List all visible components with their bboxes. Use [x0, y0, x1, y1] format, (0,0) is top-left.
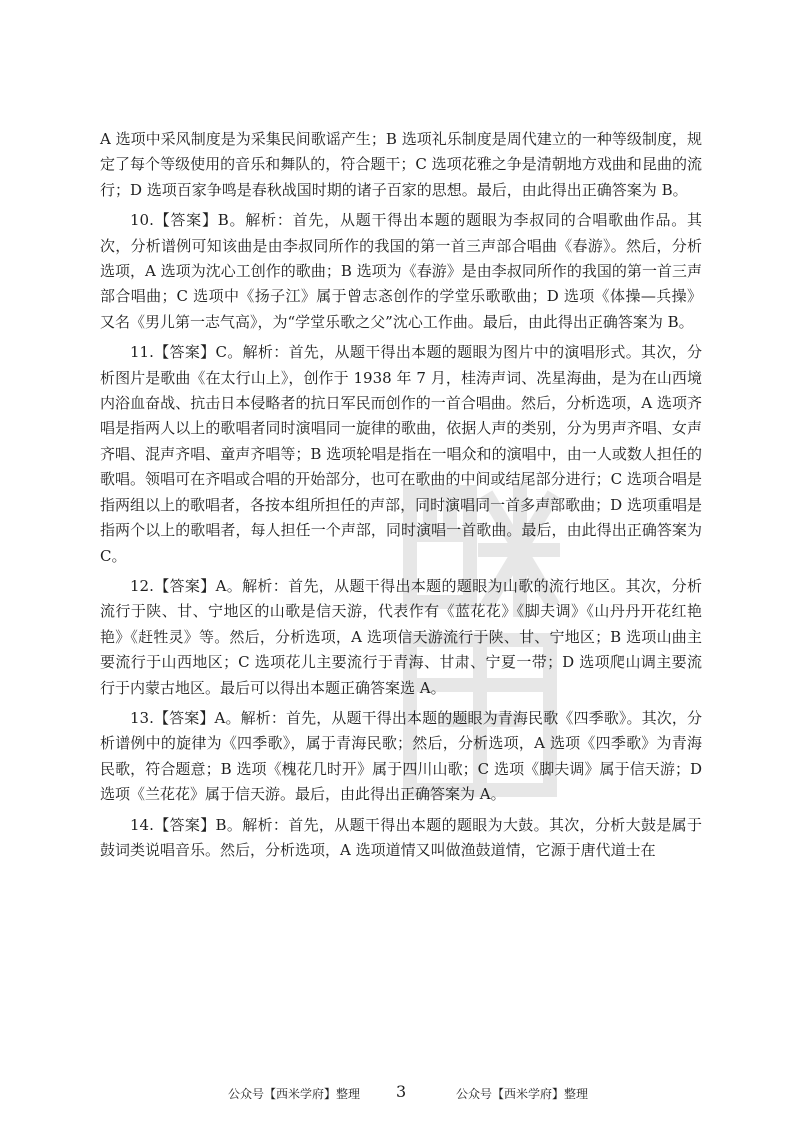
- footer-left-credit: 公众号【西米学府】整理: [228, 1087, 361, 1101]
- paragraph-continuation: A 选项中采风制度是为采集民间歌谣产生；B 选项礼乐制度是周代建立的一种等级制度，规定了每个等级使用的音乐和舞队的，符合题干；C 选项花雅之争是清朝地方戏曲和昆曲的流行；D 选项百家争鸣是春秋战国时期的诸子百家的思想。最后，由此得出正确答案为 B。: [100, 130, 702, 199]
- document-body: [100, 127, 702, 868]
- page-footer: [0, 1082, 800, 1106]
- page-number: 3: [396, 1082, 407, 1101]
- answer-item-11: 11.【答案】C。解析：首先，从题干得出本题的题眼为图片中的演唱形式。其次，分析图片是歌曲《在太行山上》，创作于 1938 年 7 月，桂涛声词、冼星海曲，是为在山西境内浴血奋战、抗击日本侵略者的抗日军民而创作的一首合唱曲。然后，分析选项，A 选项齐唱是指两人以上的歌唱者同时演唱同一旋律的歌曲，依据人声的类别，分为男声齐唱、女声齐唱、混声齐唱、童声齐唱等；B 选项轮唱是指在一唱众和的演唱中，由一人或数人担任的歌唱。领唱可在齐唱或合唱的开始部分，也可在歌曲的中间或结尾部分进行；C 选项合唱是指两组以上的歌唱者，各按本组所担任的声部，同时演唱同一首多声部歌曲；D 选项重唱是指两个以上的歌唱者，每人担任一个声部，同时演唱一首歌曲。最后，由此得出正确答案为 C。: [100, 343, 702, 565]
- footer-right-credit: 公众号【西米学府】整理: [456, 1087, 589, 1101]
- answer-item-12: 12.【答案】A。解析：首先，从题干得出本题的题眼为山歌的流行地区。其次，分析流行于陕、甘、宁地区的山歌是信天游，代表作有《蓝花花》《脚夫调》《山丹丹开花红艳艳》《赶牲灵》等。然后，分析选项，A 选项信天游流行于陕、甘、宁地区；B 选项山曲主要流行于山西地区；C 选项花儿主要流行于青海、甘肃、宁夏一带；D 选项爬山调主要流行于内蒙古地区。最后可以得出本题正确答案选 A。: [100, 576, 702, 697]
- answer-item-14: 14.【答案】B。解析：首先，从题干得出本题的题眼为大鼓。其次，分析大鼓是属于鼓词类说唱音乐。然后，分析选项，A 选项道情又叫做渔鼓道情，它源于唐代道士在: [100, 815, 702, 859]
- answer-item-10: 10.【答案】B。解析：首先，从题干得出本题的题眼为李叔同的合唱歌曲作品。其次，分析谱例可知该曲是由李叔同所作的我国的第一首三声部合唱曲《春游》。然后，分析选项，A 选项为沈心工创作的歌曲；B 选项为《春游》是由李叔同所作的我国的第一首三声部合唱曲；C 选项中《扬子江》属于曾志忞创作的学堂乐歌歌曲；D 选项《体操—兵操》又名《男儿第一志气高》，为“学堂乐歌之父”沈心工作曲。最后，由此得出正确答案为 B。: [100, 211, 702, 331]
- answer-item-13: 13.【答案】A。解析：首先，从题干得出本题的题眼为青海民歌《四季歌》。其次，分析谱例中的旋律为《四季歌》，属于青海民歌；然后，分析选项，A 选项《四季歌》为青海民歌，符合题意；B 选项《槐花几时开》属于四川山歌；C 选项《脚夫调》属于信天游；D 选项《兰花花》属于信天游。最后，由此得出正确答案为 A。: [100, 708, 702, 804]
